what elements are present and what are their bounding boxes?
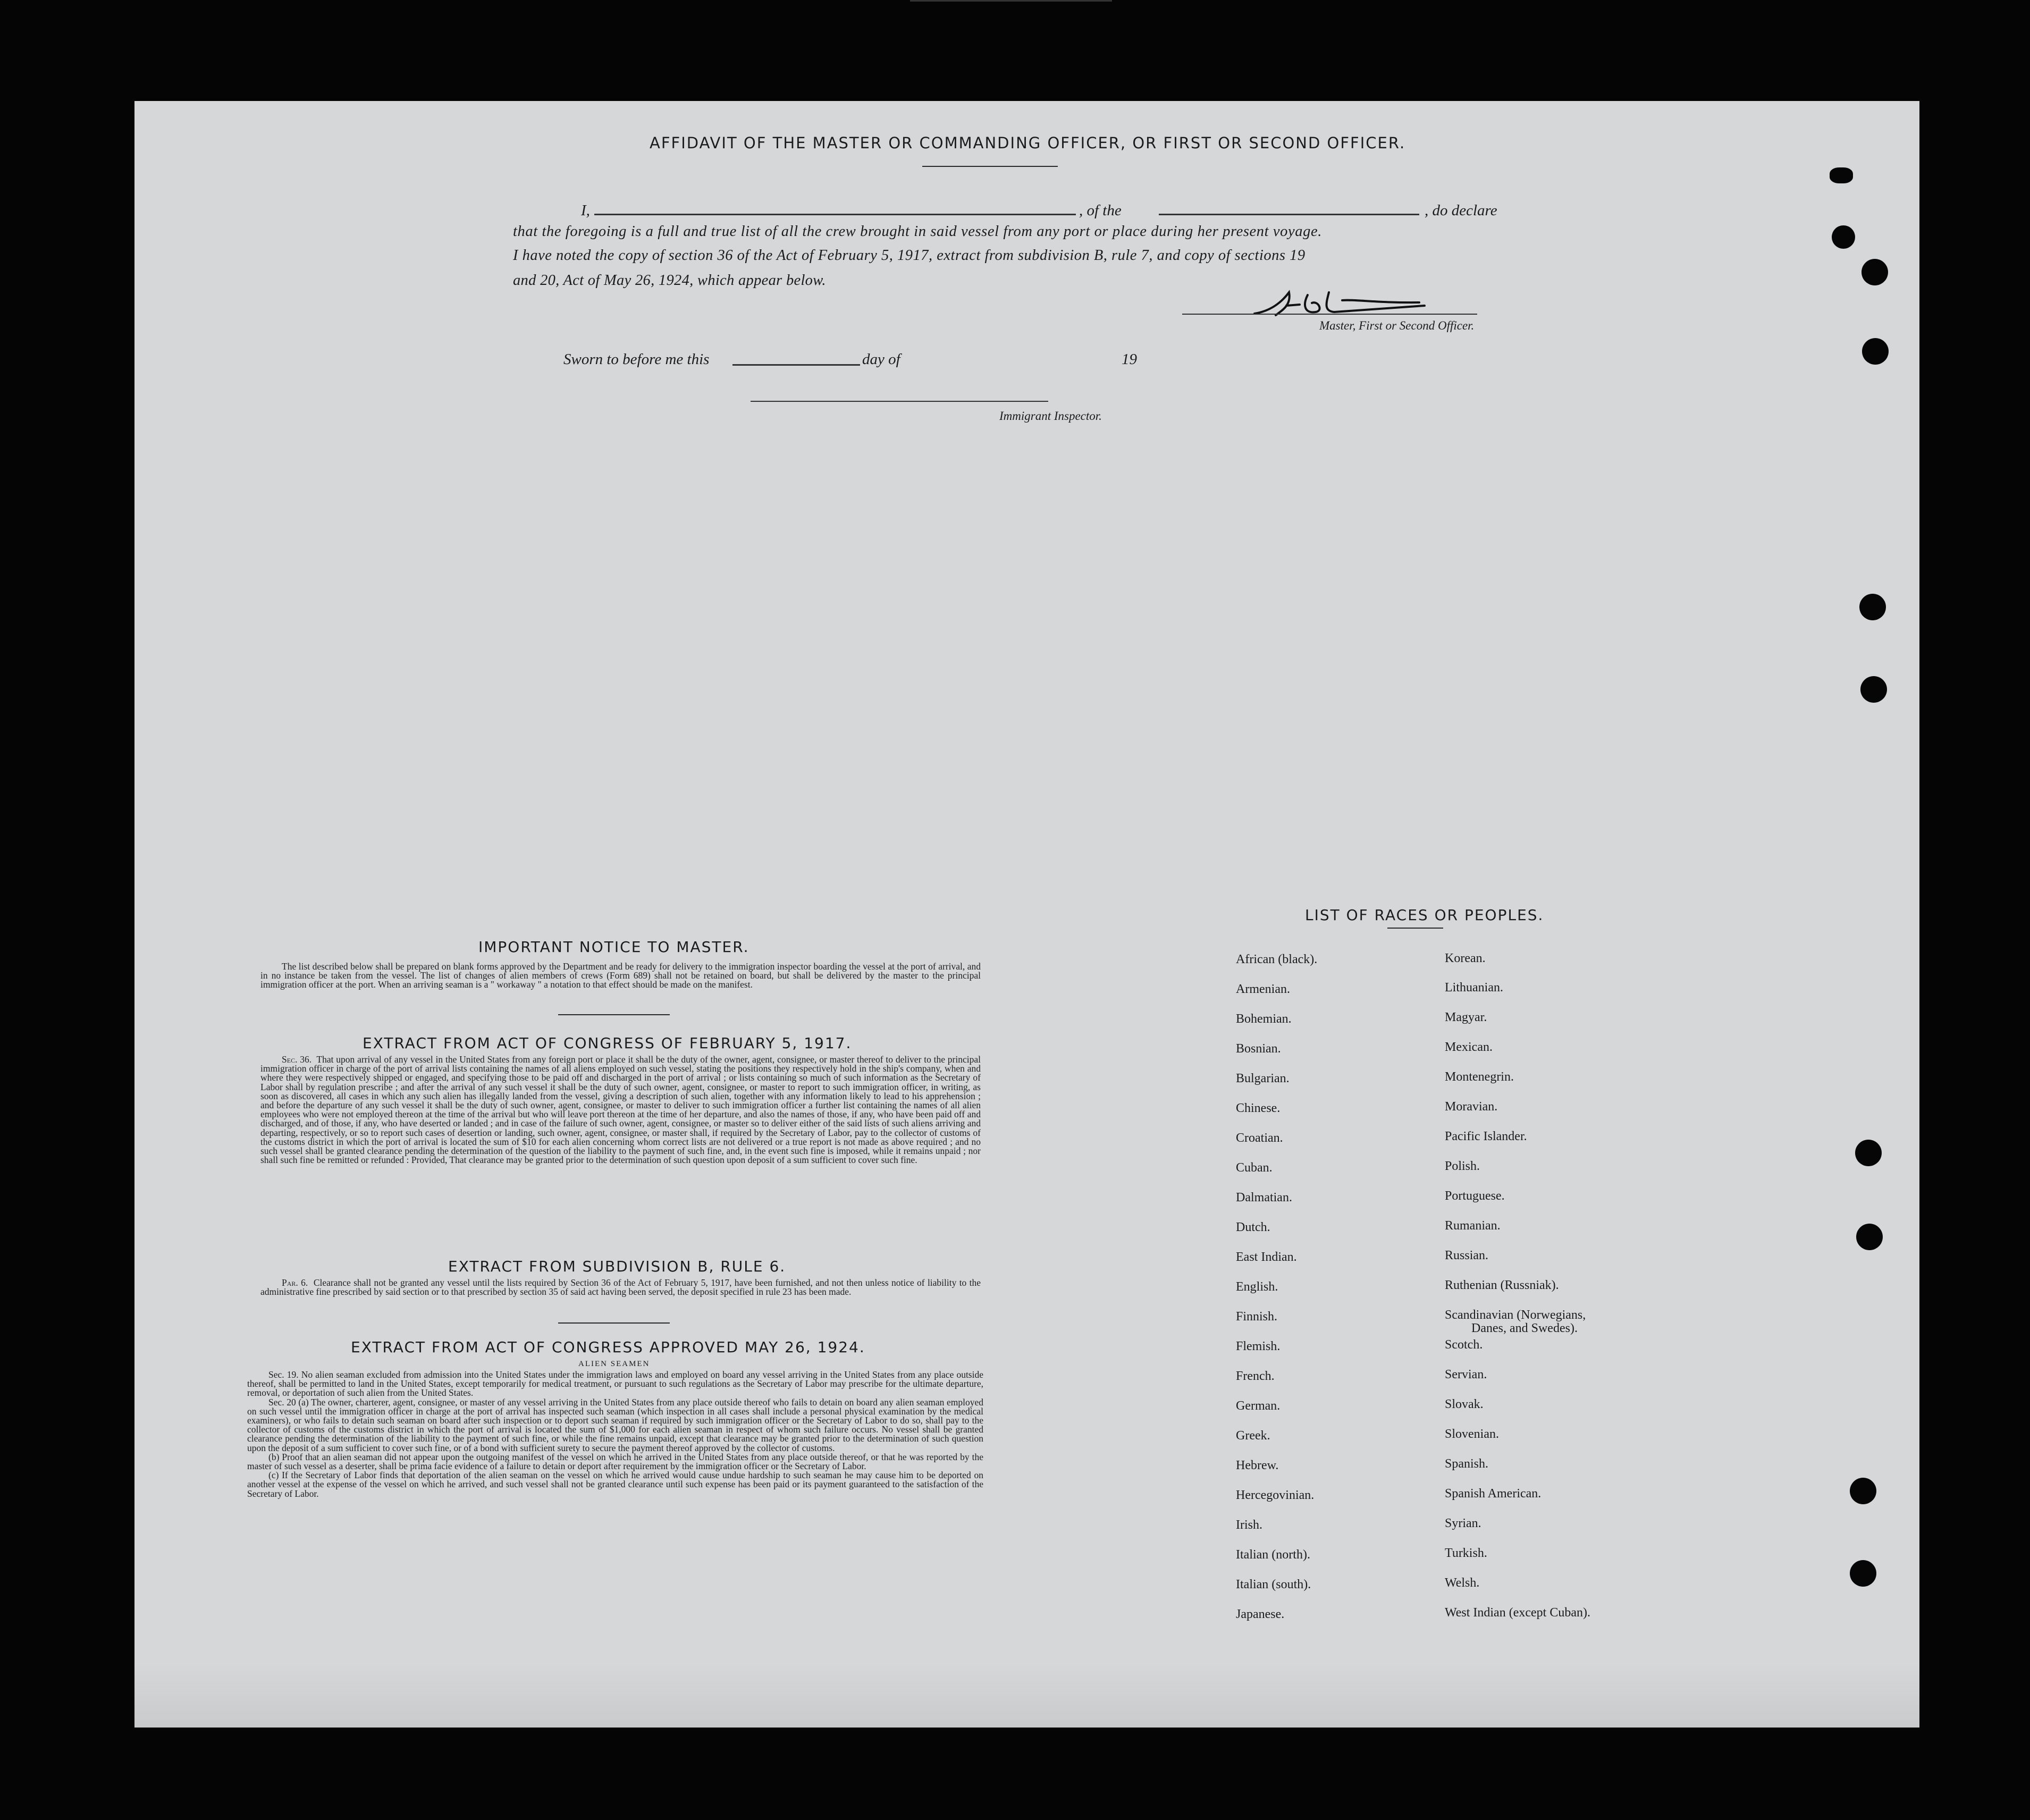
race-left: Armenian. — [1236, 982, 1290, 996]
divider — [558, 1014, 670, 1015]
extract-1917-title: EXTRACT FROM ACT OF CONGRESS OF FEBRUARY 5, 1917. — [363, 1034, 852, 1052]
affidavit-line2: that the foregoing is a full and true list of all the crew brought in said vessel from any port or place during her present voyage. — [513, 223, 1322, 240]
affidavit-line1-end: , do declare — [1425, 202, 1497, 219]
signature-caption: Master, First or Second Officer. — [1319, 319, 1475, 332]
race-right: West Indian (except Cuban). — [1445, 1606, 1590, 1620]
race-right: Korean. — [1445, 951, 1486, 965]
sec-19-text: Sec. 19. No alien seaman excluded from admission into the United States under the immigration laws and employed on board any vessel arriving in the United States from any place outside thereof, shall be permitted to land in the United States, except temporarily for medical treatment, or pursuant to such regulations as the Secretary of Labor may prescribe for the ultimate departure, removal, or deportation of such alien from the United States. — [247, 1369, 983, 1398]
affidavit-line1-mid: , of the — [1079, 202, 1122, 219]
race-right: Turkish. — [1445, 1546, 1487, 1560]
extract-1917-text — [260, 1055, 981, 1165]
race-left: Hercegovinian. — [1236, 1488, 1315, 1502]
race-right: Portuguese. — [1445, 1189, 1505, 1203]
race-left: Hebrew. — [1236, 1459, 1279, 1472]
race-right: Spanish. — [1445, 1457, 1489, 1471]
extract-1924-subtitle: ALIEN SEAMEN — [578, 1360, 650, 1368]
race-right: Scotch. — [1445, 1338, 1483, 1352]
race-left: Bohemian. — [1236, 1012, 1292, 1026]
name-blank[interactable] — [594, 214, 1076, 215]
race-right: Polish. — [1445, 1159, 1480, 1173]
race-left: Italian (north). — [1236, 1548, 1310, 1562]
race-left: Irish. — [1236, 1518, 1262, 1532]
race-left: Bosnian. — [1236, 1042, 1281, 1056]
divider — [1387, 928, 1443, 929]
punch-hole — [1850, 1478, 1876, 1504]
sec-20a-text: Sec. 20 (a) The owner, charterer, agent, consignee, or master of any vessel arriving in the United States from any place outside thereof who fails to detain on board any alien seaman employed on such vessel until the immigration officer in charge at the port of arrival has inspected such seaman (which inspection in all cases shall include a personal physical examination by the medical examiners), or who fails to detain such seaman on board after such inspection or to deport such seaman if required by such immigration officer or the Secretary of Labor to do so, shall pay to the collector of customs of the customs district in which the port of arrival is located the sum of $1,000 for each alien seaman in respect of whom such failure occurs. No vessel shall be granted clearance pending the determination of the liability to the payment of such fine, or while the fine remains unpaid, except that clearance may be granted prior to the determination of such question upon the deposit of a sum sufficient to cover such fine, or of a bond with sufficient surety to secure the payment thereof approved by the collector of customs. — [247, 1396, 983, 1453]
punch-hole — [1856, 1224, 1883, 1250]
race-right: Scandinavian (Norwegians, — [1445, 1308, 1586, 1322]
signature-line — [1182, 314, 1477, 315]
race-left: French. — [1236, 1369, 1275, 1383]
punch-hole — [1862, 338, 1889, 365]
race-left: Bulgarian. — [1236, 1072, 1290, 1085]
race-left: Finnish. — [1236, 1310, 1278, 1324]
rule6-title: EXTRACT FROM SUBDIVISION B, RULE 6. — [448, 1258, 786, 1275]
par-6-text: Clearance shall not be granted any vessel until the lists required by Section 36 of the Act of February 5, 1917, have been furnished, and not then unless notice of liability to the administrative fine prescribed by said section or to that prescribed by section 35 of said act having been served, the deposit specified in rule 23 has been made. — [260, 1277, 981, 1297]
race-left: Dutch. — [1236, 1220, 1270, 1234]
paragraph-lead: Par. 6. — [282, 1277, 308, 1288]
race-left: Chinese. — [1236, 1101, 1281, 1115]
affidavit-line3: I have noted the copy of section 36 of the Act of February 5, 1917, extract from subdivision B, rule 7, and copy of sections 19 — [513, 247, 1305, 264]
race-left: German. — [1236, 1399, 1281, 1413]
sec-20c-text: (c) If the Secretary of Labor finds that deportation of the alien seaman on the vessel on which he arrived would cause undue hardship to such seaman he may cause him to be deported on another vessel at the expense of the vessel on which he arrived, and such vessel shall not be granted clearance until such expense has been paid or its payment guaranteed to the satisfaction of the Secretary of Labor. — [247, 1470, 983, 1499]
sworn-year: 19 — [1122, 351, 1137, 368]
race-left: English. — [1236, 1280, 1278, 1294]
affidavit-title: AFFIDAVIT OF THE MASTER OR COMMANDING OFFICER, OR FIRST OR SECOND OFFICER. — [650, 134, 1406, 152]
inspector-signature-line — [751, 401, 1048, 402]
section-36-text: That upon arrival of any vessel in the United States from any foreign port or place it shall be the duty of the owner, agent, consignee, or master thereof to deliver to the principal immigration officer in charge of the port of arrival lists containing the names of all aliens employed on such vessel, stating the positions they respectively hold in the ship's company, when and where they were respectively shipped or engaged, and specifying those to be paid off and discharged in the port of arrival ; or lists containing so much of such information as the Secretary of Labor shall by regulation prescribe ; and after the arrival of any such vessel it shall be the duty of such owner, agent, consignee, or master to report to such immigration officer, in writing, as soon as discovered, all cases in which any such alien has illegally landed from the vessel, giving a description of such alien, together with any information likely to lead to his apprehension ; and before the departure of any such vessel it shall be the duty of such owner, agent, consignee, or master to deliver to such immigration officer a further list containing the names of all alien employees who were not employed thereon at the time of the arrival but who will leave port thereon at the time of her departure, and also the names of those, if any, who have been paid off and discharged, and of those, if any, who have deserted or landed ; and in case of the failure of such owner, agent, consignee, or master so to deliver either of the said lists of such aliens arriving and departing, respectively, or so to report such cases of desertion or landing, such owner, agent, consignee, or master shall, if required by the Secretary of Labor, pay to the collector of customs of the customs district in which the port of arrival is located the sum of $10 for each alien concerning whom correct lists are not delivered or a true report is not made as above required ; and no such vessel shall be granted clearance pending the determination of the question of the liability to the payment of such fine, and, in the event such fine is imposed, while it remains unpaid ; nor shall such fine be remitted or refunded : Provided, That clearance may be granted prior to the determination of such question upon deposit of a sum sufficient to cover such fine. — [260, 1054, 981, 1166]
race-right: Moravian. — [1445, 1100, 1498, 1114]
race-left: Italian (south). — [1236, 1578, 1311, 1591]
race-right: Montenegrin. — [1445, 1070, 1514, 1084]
race-right: Russian. — [1445, 1249, 1489, 1262]
race-right: Spanish American. — [1445, 1487, 1542, 1501]
punch-hole — [1832, 225, 1855, 249]
extract-1924-text — [247, 1370, 983, 1498]
race-right: Slovak. — [1445, 1397, 1484, 1411]
race-right: Rumanian. — [1445, 1219, 1501, 1233]
race-left: East Indian. — [1236, 1250, 1297, 1264]
notice-paragraph: The list described below shall be prepared on blank forms approved by the Department and be ready for delivery to the immigration inspector boarding the vessel at the port of arrival, and in no instance be taken from the vessel. The list of changes of alien members of crews (Form 689) shall not be retained on board, but shall be delivered by the master to the principal immigration officer at the port. When an arriving seaman is a " workaway " a notation to that effect should be made on the manifest. — [260, 961, 981, 990]
punch-hole — [1830, 167, 1853, 183]
race-left: Flemish. — [1236, 1339, 1281, 1353]
race-right: Mexican. — [1445, 1040, 1493, 1054]
extract-1924-title: EXTRACT FROM ACT OF CONGRESS APPROVED MAY 26, 1924. — [351, 1338, 865, 1356]
affidavit-line4: and 20, Act of May 26, 1924, which appear below. — [513, 272, 826, 289]
race-right: Lithuanian. — [1445, 981, 1503, 995]
notice-text — [260, 962, 981, 990]
race-left: Greek. — [1236, 1429, 1270, 1443]
inspector-caption: Immigrant Inspector. — [999, 409, 1102, 423]
races-title: LIST OF RACES OR PEOPLES. — [1305, 906, 1544, 924]
race-left: Cuban. — [1236, 1161, 1273, 1175]
sworn-day-blank[interactable] — [732, 364, 860, 366]
race-right: Syrian. — [1445, 1516, 1481, 1530]
race-right-continuation: Danes, and Swedes). — [1471, 1321, 1578, 1335]
race-left: Dalmatian. — [1236, 1191, 1292, 1204]
divider — [558, 1322, 670, 1324]
punch-hole — [1859, 594, 1886, 620]
race-right: Slovenian. — [1445, 1427, 1499, 1441]
sworn-mid: day of — [862, 351, 900, 368]
sworn-month-blank[interactable] — [910, 0, 1112, 2]
punch-hole — [1855, 1140, 1882, 1166]
notice-title: IMPORTANT NOTICE TO MASTER. — [478, 938, 749, 956]
race-right: Servian. — [1445, 1368, 1487, 1381]
race-right: Welsh. — [1445, 1576, 1480, 1590]
punch-hole — [1850, 1560, 1876, 1587]
race-left: African (black). — [1236, 953, 1318, 966]
race-right: Pacific Islander. — [1445, 1130, 1527, 1143]
sec-20b-text: (b) Proof that an alien seaman did not appear upon the outgoing manifest of the vessel on which he arrived in the United States from any place outside thereof, or that he was reported by the master of such vessel as a deserter, shall be prima facie evidence of a failure to detain or deport after requirement by the immigration officer or the Secretary of Labor. — [247, 1451, 983, 1472]
race-right: Ruthenian (Russniak). — [1445, 1278, 1559, 1292]
rule6-text — [260, 1278, 981, 1296]
affidavit-line1-start: I, — [581, 202, 590, 219]
vessel-blank[interactable] — [1159, 214, 1419, 215]
sworn-start: Sworn to before me this — [563, 351, 710, 368]
section-lead: Sec. 36. — [282, 1054, 312, 1065]
race-left: Croatian. — [1236, 1131, 1283, 1145]
punch-hole — [1861, 259, 1888, 285]
race-left: Japanese. — [1236, 1607, 1285, 1621]
divider — [922, 166, 1058, 167]
officer-signature — [1249, 284, 1483, 322]
race-right: Magyar. — [1445, 1010, 1487, 1024]
punch-hole — [1860, 676, 1887, 703]
